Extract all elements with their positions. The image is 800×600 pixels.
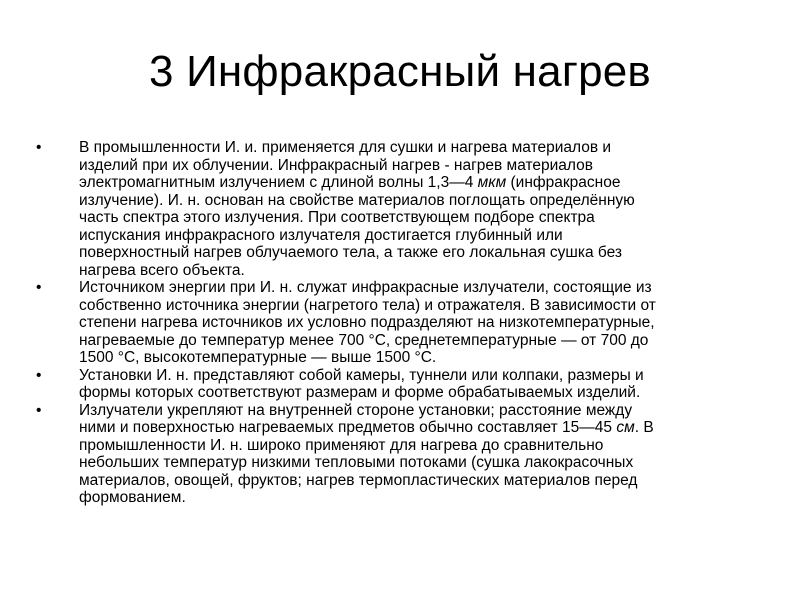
bullet-marker: • (36, 401, 42, 419)
unit-centimeter: см (616, 419, 635, 436)
bullet-item-3 (36, 367, 756, 402)
bullet-item-1 (36, 139, 756, 279)
slide-title: 3 Инфракрасный нагрев (148, 47, 651, 96)
bullet-text-segment: (инфракрасное излучение). И. н. основан на свойстве материалов поглощать определённую часть спектра этого излучения. При соответствующем подборе спектра испускания инфракрасного излучателя достигается глубинный или поверхностный нагрев облучаемого тела, а также его локальная сушка без нагрева всего объекта. (79, 174, 635, 279)
bullet-text (79, 402, 756, 507)
bullet-text-segment: Излучатели укрепляют на внутренней стороне установки; расстояние между ними и поверхностью нагреваемых предметов обычно составляет 15—45 (79, 401, 633, 436)
bullet-item-4 (36, 402, 756, 507)
bullet-text (79, 367, 756, 402)
bullet-marker: • (36, 139, 42, 156)
bullet-text-segment: . В промышленности И. н. широко применяют для нагрева до сравнительно небольших температур низкими тепловыми потоками (сушка лакокрасочных материалов, овощей, фруктов; нагрев термопластических материалов перед формованием. (79, 419, 654, 506)
bullet-marker: • (36, 279, 42, 296)
bullet-text-segment: Источником энергии при И. н. служат инфракрасные излучатели, состоящие из собственно источника энергии (нагретого тела) и отражателя. В зависимости от степени нагрева источников их условно подразделяют на низкотемпературные, нагреваемые до температур менее 700 °С, среднетемпературные — от 700 до 1500 °С, высокотемпературные — выше 1500 °С. (79, 279, 656, 366)
bullet-text-segment: В промышленности И. и. применяется для сушки и нагрева материалов и изделий при их облучении. Инфракрасный нагрев - нагрев материалов электромагнитным излучением с длиной волны 1,3—4 (79, 139, 612, 191)
unit-micrometer: мкм (477, 174, 507, 191)
bullet-item-2 (36, 279, 756, 367)
bullet-text (79, 139, 756, 279)
bullet-list (36, 139, 756, 507)
bullet-text-segment: Установки И. н. представляют собой камеры, туннели или колпаки, размеры и формы которых соответствуют размерам и форме обрабатываемых изделий. (79, 366, 644, 401)
bullet-marker: • (36, 366, 42, 384)
bullet-text (79, 279, 756, 367)
